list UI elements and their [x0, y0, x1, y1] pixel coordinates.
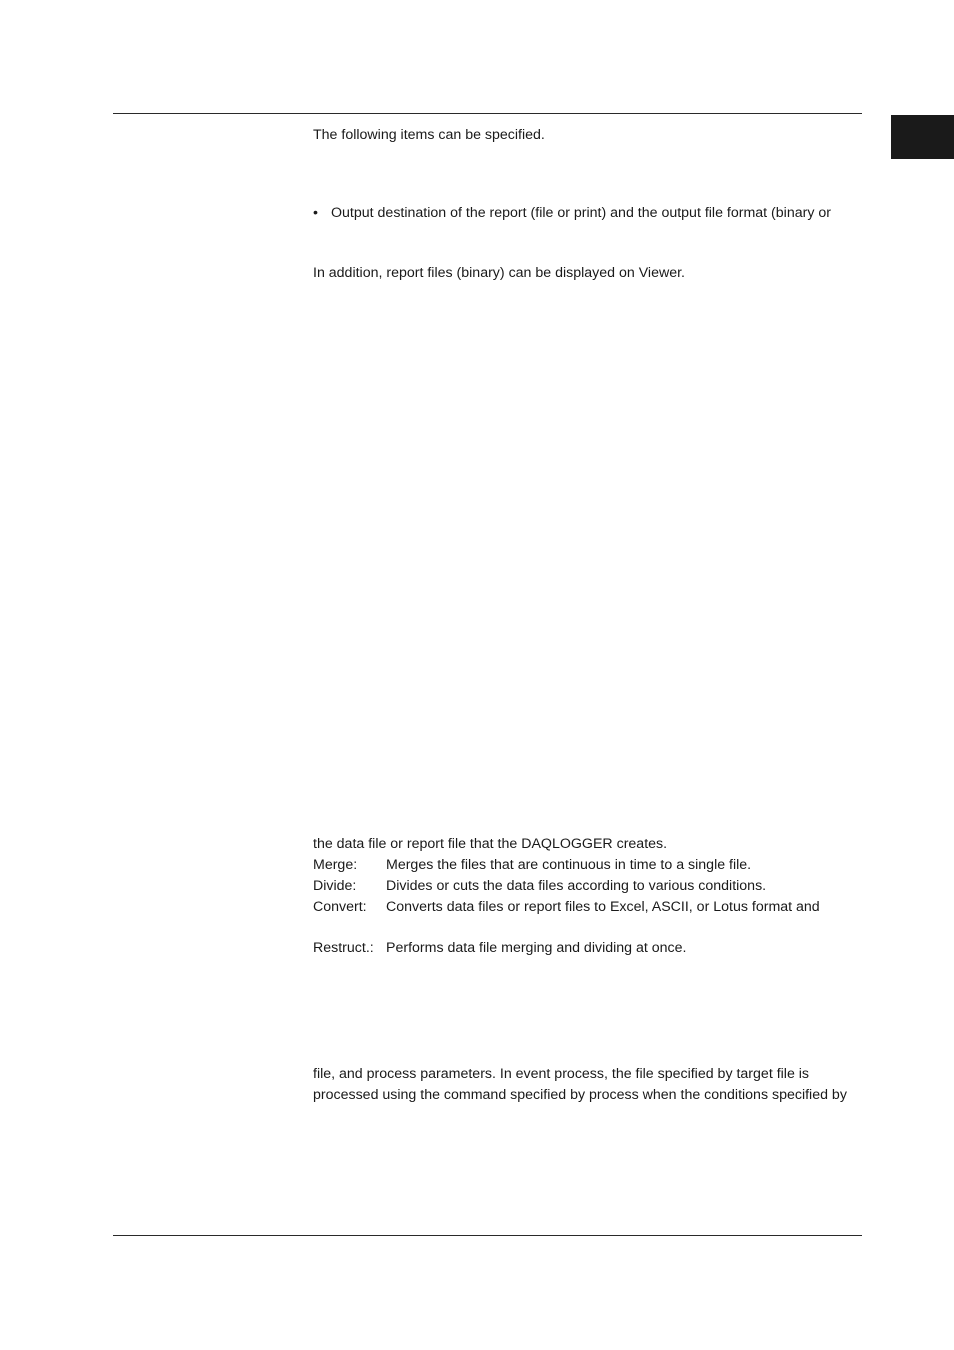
- addition-text: In addition, report files (binary) can be displayed on Viewer.: [313, 265, 685, 281]
- bullet-mark: •: [313, 205, 318, 221]
- event-text-line-2: processed using the command specified by process when the conditions specified by: [313, 1087, 847, 1103]
- intro-text: The following items can be specified.: [313, 127, 545, 143]
- footer-rule: [113, 1235, 862, 1236]
- definition-desc-restruct: Performs data file merging and dividing at once.: [386, 940, 687, 956]
- definition-desc-convert: Converts data files or report files to Excel, ASCII, or Lotus format and: [386, 899, 820, 915]
- definition-term-restruct: Restruct.:: [313, 940, 374, 956]
- bullet-text: Output destination of the report (file or print) and the output file format (binary or: [331, 205, 831, 221]
- event-text-line-1: file, and process parameters. In event process, the file specified by target file is: [313, 1066, 810, 1082]
- definition-term-divide: Divide:: [313, 878, 357, 894]
- definition-desc-merge: Merges the files that are continuous in time to a single file.: [386, 857, 752, 873]
- header-rule: [113, 113, 862, 114]
- definition-term-convert: Convert:: [313, 899, 367, 915]
- datafile-text: the data file or report file that the DAQLOGGER creates.: [313, 836, 668, 852]
- definition-desc-divide: Divides or cuts the data files according to various conditions.: [386, 878, 767, 894]
- chapter-tab: [891, 115, 954, 159]
- definition-term-merge: Merge:: [313, 857, 358, 873]
